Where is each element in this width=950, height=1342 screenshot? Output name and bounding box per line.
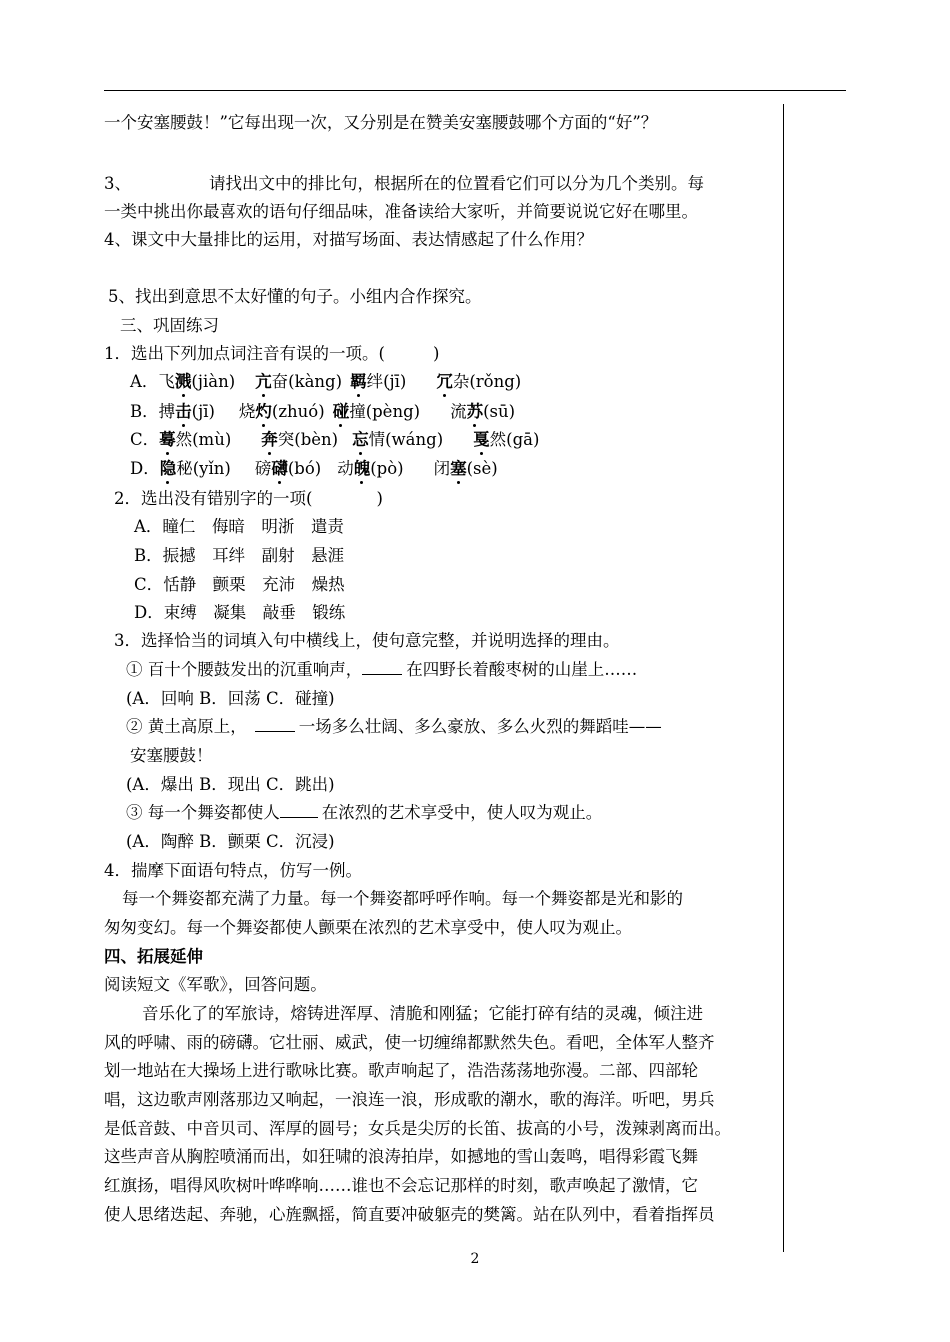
question-4: 4、课文中大量排比的运用，对描写场面、表达情感起了什么作用？ bbox=[104, 230, 593, 249]
exercise-2-option-b: B．振撼 耳绊 副射 悬涯 bbox=[134, 546, 345, 565]
exercise-4-example-line-1: 每一个舞姿都充满了力量。每一个舞姿都呼呼作响。每一个舞姿都是光和影的 bbox=[122, 889, 683, 908]
exercise-4-stem: 4．揣摩下面语句特点，仿写一例。 bbox=[104, 861, 362, 880]
header-rule bbox=[104, 90, 846, 91]
exercise-1-option-d: D．隐秘(yǐn) 磅礴(bó) 动魄(pò) 闭塞(sè) bbox=[130, 457, 498, 481]
question-2-tail: 一个安塞腰鼓！”它每出现一次，又分别是在赞美安塞腰鼓哪个方面的“好”？ bbox=[104, 113, 658, 132]
exercise-2-option-a: A．瞳仁 侮暗 明浙 遣责 bbox=[134, 517, 344, 536]
exercise-1-stem: 1．选出下列加点词注音有误的一项。( ) bbox=[104, 344, 440, 363]
fill-blank bbox=[280, 817, 318, 818]
page-number: 2 bbox=[470, 1251, 480, 1267]
exercise-3-options-3: (A．陶醉 B．颤栗 C．沉浸) bbox=[126, 832, 335, 851]
exercise-2-option-c: C．恬静 颤栗 充沛 燥热 bbox=[134, 575, 345, 594]
table-border-right bbox=[783, 104, 784, 1252]
passage-line: 音乐化了的军旅诗，熔铸进浑厚、清脆和刚猛；它能打碎有结的灵魂，倾注进 bbox=[142, 1004, 703, 1023]
exercise-1-option-a: A．飞溅(jiàn) 亢奋(kàng) 羁绊(jī) 冗杂(rǒng) bbox=[130, 370, 521, 394]
fill-blank bbox=[362, 674, 402, 675]
fill-blank bbox=[255, 731, 295, 732]
exercise-3-options-1: (A．回响 B．回荡 C．碰撞) bbox=[126, 689, 335, 708]
section-4-heading: 四、拓展延伸 bbox=[104, 947, 203, 966]
exercise-3-stem: 3．选择恰当的词填入句中横线上，使句意完整，并说明选择的理由。 bbox=[114, 631, 620, 650]
passage-line: 唱，这边歌声刚落那边又响起，一浪连一浪，形成歌的潮水，歌的海洋。听吧，男兵 bbox=[104, 1090, 715, 1109]
exercise-3-options-2: (A．爆出 B．现出 C．跳出) bbox=[126, 775, 335, 794]
reading-intro: 阅读短文《军歌》，回答问题。 bbox=[104, 975, 327, 994]
exercise-2-option-d: D．束缚 凝集 敲垂 锻练 bbox=[134, 603, 346, 622]
question-3-line-2: 一类中挑出你最喜欢的语句仔细品味，准备读给大家听，并简要说说它好在哪里。 bbox=[104, 202, 698, 221]
passage-line: 这些声音从胸腔喷涌而出，如狂啸的浪涛拍岸，如撼地的雪山轰鸣，唱得彩霞飞舞 bbox=[104, 1147, 698, 1166]
exercise-4-example-line-2: 匆匆变幻。每一个舞姿都使人颤栗在浓烈的艺术享受中，使人叹为观止。 bbox=[104, 918, 632, 937]
passage-line: 使人思绪迭起、奔驰，心旌飘摇，简直要冲破躯壳的樊篱。站在队列中，看着指挥员 bbox=[104, 1205, 715, 1224]
exercise-1-option-c: C．蓦然(mù) 奔突(bèn) 忘情(wáng) 戛然(gā) bbox=[130, 428, 539, 452]
exercise-3-sentence-3: ③ 每一个舞姿都使人 在浓烈的艺术享受中，使人叹为观止。 bbox=[126, 803, 603, 822]
question-3-line-1: 3、 请找出文中的排比句，根据所在的位置看它们可以分为几个类别。每 bbox=[104, 174, 704, 193]
exercise-3-sentence-2: ② 黄土高原上， 一场多么壮阔、多么豪放、多么火烈的舞蹈哇—— bbox=[126, 717, 662, 736]
exercise-3-sentence-2-cont: 安塞腰鼓！ bbox=[130, 746, 213, 765]
passage-line: 风的呼啸、雨的磅礴。它壮丽、威武，使一切缠绵都默然失色。看吧，全体军人整齐 bbox=[104, 1033, 715, 1052]
exercise-2-stem: 2．选出没有错别字的一项( ) bbox=[114, 489, 383, 508]
passage-line: 是低音鼓、中音贝司、浑厚的圆号；女兵是尖厉的长笛、拔高的小号，泼辣剥离而出。 bbox=[104, 1119, 731, 1138]
exercise-1-option-b: B．搏击(jī) 烧灼(zhuó) 碰撞(pèng) 流苏(sū) bbox=[130, 400, 515, 424]
question-5: 5、找出到意思不太好懂的句子。小组内合作探究。 bbox=[108, 287, 482, 306]
passage-line: 划一地站在大操场上进行歌咏比赛。歌声响起了，浩浩荡荡地弥漫。二部、四部轮 bbox=[104, 1061, 698, 1080]
passage-line: 红旗扬，唱得风吹树叶哗哗响……谁也不会忘记那样的时刻，歌声唤起了激情，它 bbox=[104, 1176, 698, 1195]
exercise-3-sentence-1: ① 百十个腰鼓发出的沉重响声， 在四野长着酸枣树的山崖上…… bbox=[126, 660, 638, 679]
section-3-heading: 三、巩固练习 bbox=[120, 316, 219, 335]
